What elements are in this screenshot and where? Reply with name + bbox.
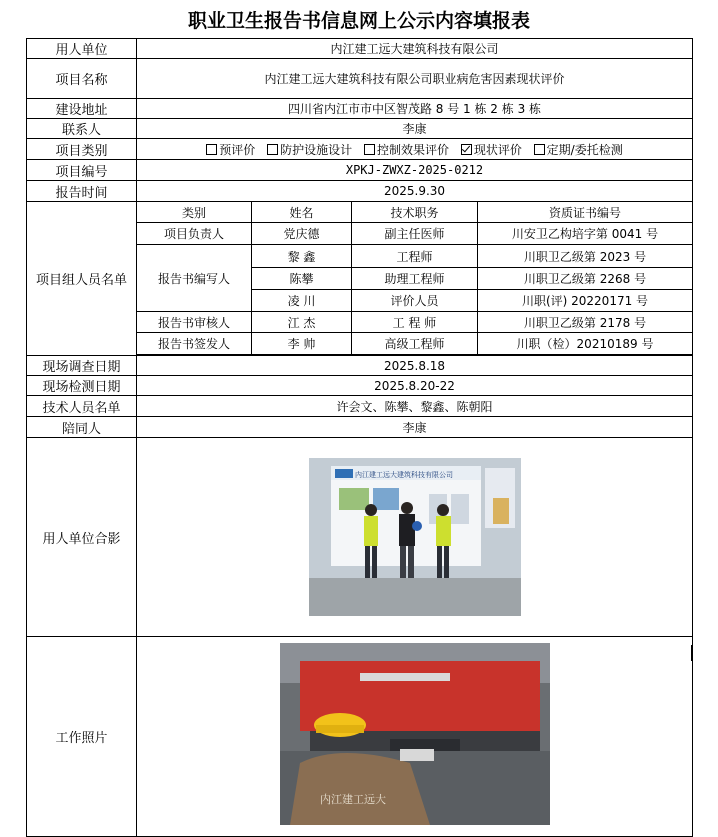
- work-photo-cell: [137, 637, 693, 837]
- member-name: 江 杰: [252, 312, 352, 333]
- member-name: 凌 川: [252, 290, 352, 312]
- address-label: 建设地址: [27, 99, 137, 119]
- survey-date-value: 2025.8.18: [137, 356, 693, 376]
- member-cert: 川职卫乙级第 2178 号: [478, 312, 693, 333]
- member-title: 评价人员: [352, 290, 478, 312]
- margin-mark: [691, 645, 693, 661]
- employer-label: 用人单位: [27, 39, 137, 59]
- option-protective-design[interactable]: [267, 141, 352, 158]
- row-tech-staff: [27, 396, 693, 417]
- option-label: 定期/委托检测: [546, 142, 623, 157]
- member-name: 党庆德: [252, 223, 352, 245]
- option-pre-evaluation[interactable]: [206, 141, 255, 158]
- team-category: 报告书编写人: [137, 245, 252, 312]
- signboard-text: 内江建工远大建筑科技有限公司: [354, 471, 453, 479]
- row-work-photo: [27, 637, 693, 837]
- report-time-value: 2025.9.30: [137, 181, 693, 202]
- member-title: 助理工程师: [352, 268, 478, 290]
- team-header-title: 技术职务: [352, 202, 478, 223]
- team-header-name: 姓名: [252, 202, 352, 223]
- project-name-value: 内江建工远大建筑科技有限公司职业病危害因素现状评价: [137, 59, 693, 99]
- info-form-table: [26, 38, 693, 837]
- member-title: 高级工程师: [352, 333, 478, 355]
- team-header-cert: 资质证书编号: [478, 202, 693, 223]
- team-category: 项目负责人: [137, 223, 252, 245]
- vest-text: 内江建工远大: [319, 793, 386, 806]
- member-cert: 川职(评) 20220171 号: [478, 290, 693, 312]
- row-address: [27, 99, 693, 119]
- group-photo-cell: [137, 438, 693, 637]
- project-no-value: XPKJ-ZWXZ-2025-0212: [137, 160, 693, 181]
- test-date-value: 2025.8.20-22: [137, 376, 693, 396]
- member-name: 黎 鑫: [252, 245, 352, 268]
- member-cert: 川职卫乙级第 2023 号: [478, 245, 693, 268]
- row-employer: [27, 39, 693, 59]
- test-date-label: 现场检测日期: [27, 376, 137, 396]
- option-label: 现状评价: [473, 142, 522, 157]
- tech-staff-value: 许会文、陈攀、黎鑫、陈朝阳: [137, 396, 693, 417]
- member-cert: 川职（检）20210189 号: [478, 333, 693, 355]
- row-report-time: [27, 181, 693, 202]
- escort-value: 李康: [137, 417, 693, 438]
- work-photo-label: 工作照片: [27, 637, 137, 837]
- team-label: 项目组人员名单: [27, 202, 137, 356]
- team-category: 报告书审核人: [137, 312, 252, 333]
- row-group-photo: [27, 438, 693, 637]
- member-name: 李 帅: [252, 333, 352, 355]
- member-cert: 川安卫乙构培字第 0041 号: [478, 223, 693, 245]
- project-type-label: 项目类别: [27, 139, 137, 160]
- contact-value: 李康: [137, 119, 693, 139]
- member-title: 工程师: [352, 245, 478, 268]
- team-header-row: [27, 202, 693, 223]
- member-name: 陈攀: [252, 268, 352, 290]
- work-photo-image: [280, 643, 550, 825]
- member-title: 副主任医师: [352, 223, 478, 245]
- option-label: 控制效果评价: [376, 142, 449, 157]
- survey-date-label: 现场调查日期: [27, 356, 137, 376]
- row-project-name: [27, 59, 693, 99]
- contact-label: 联系人: [27, 119, 137, 139]
- checkbox-icon[interactable]: [206, 144, 217, 155]
- row-project-type: [27, 139, 693, 160]
- row-project-no: [27, 160, 693, 181]
- report-time-label: 报告时间: [27, 181, 137, 202]
- checkbox-icon[interactable]: [364, 144, 375, 155]
- option-status-evaluation[interactable]: [461, 141, 522, 158]
- address-value: 四川省内江市市中区智茂路 8 号 1 栋 2 栋 3 栋: [137, 99, 693, 119]
- row-survey-date: [27, 356, 693, 376]
- team-header-category: 类别: [137, 202, 252, 223]
- checkbox-icon[interactable]: [534, 144, 545, 155]
- group-photo: [309, 458, 521, 616]
- checkbox-icon[interactable]: [267, 144, 278, 155]
- row-test-date: [27, 376, 693, 396]
- escort-label: 陪同人: [27, 417, 137, 438]
- member-title: 工 程 师: [352, 312, 478, 333]
- work-photo: [280, 643, 550, 825]
- row-contact: [27, 119, 693, 139]
- group-photo-image: [309, 458, 521, 616]
- checkbox-checked-icon[interactable]: [461, 144, 472, 155]
- project-no-label: 项目编号: [27, 160, 137, 181]
- tech-staff-label: 技术人员名单: [27, 396, 137, 417]
- option-control-effect[interactable]: [364, 141, 449, 158]
- page-title: 职业卫生报告书信息网上公示内容填报表: [187, 10, 530, 32]
- option-periodic-testing[interactable]: [534, 141, 623, 158]
- option-label: 预评价: [219, 142, 256, 157]
- team-category: 报告书签发人: [137, 333, 252, 355]
- option-label: 防护设施设计: [280, 142, 353, 157]
- project-name-label: 项目名称: [27, 59, 137, 99]
- row-escort: [27, 417, 693, 438]
- project-type-options: [137, 139, 693, 160]
- employer-value: 内江建工远大建筑科技有限公司: [137, 39, 693, 59]
- member-cert: 川职卫乙级第 2268 号: [478, 268, 693, 290]
- group-photo-label: 用人单位合影: [27, 438, 137, 637]
